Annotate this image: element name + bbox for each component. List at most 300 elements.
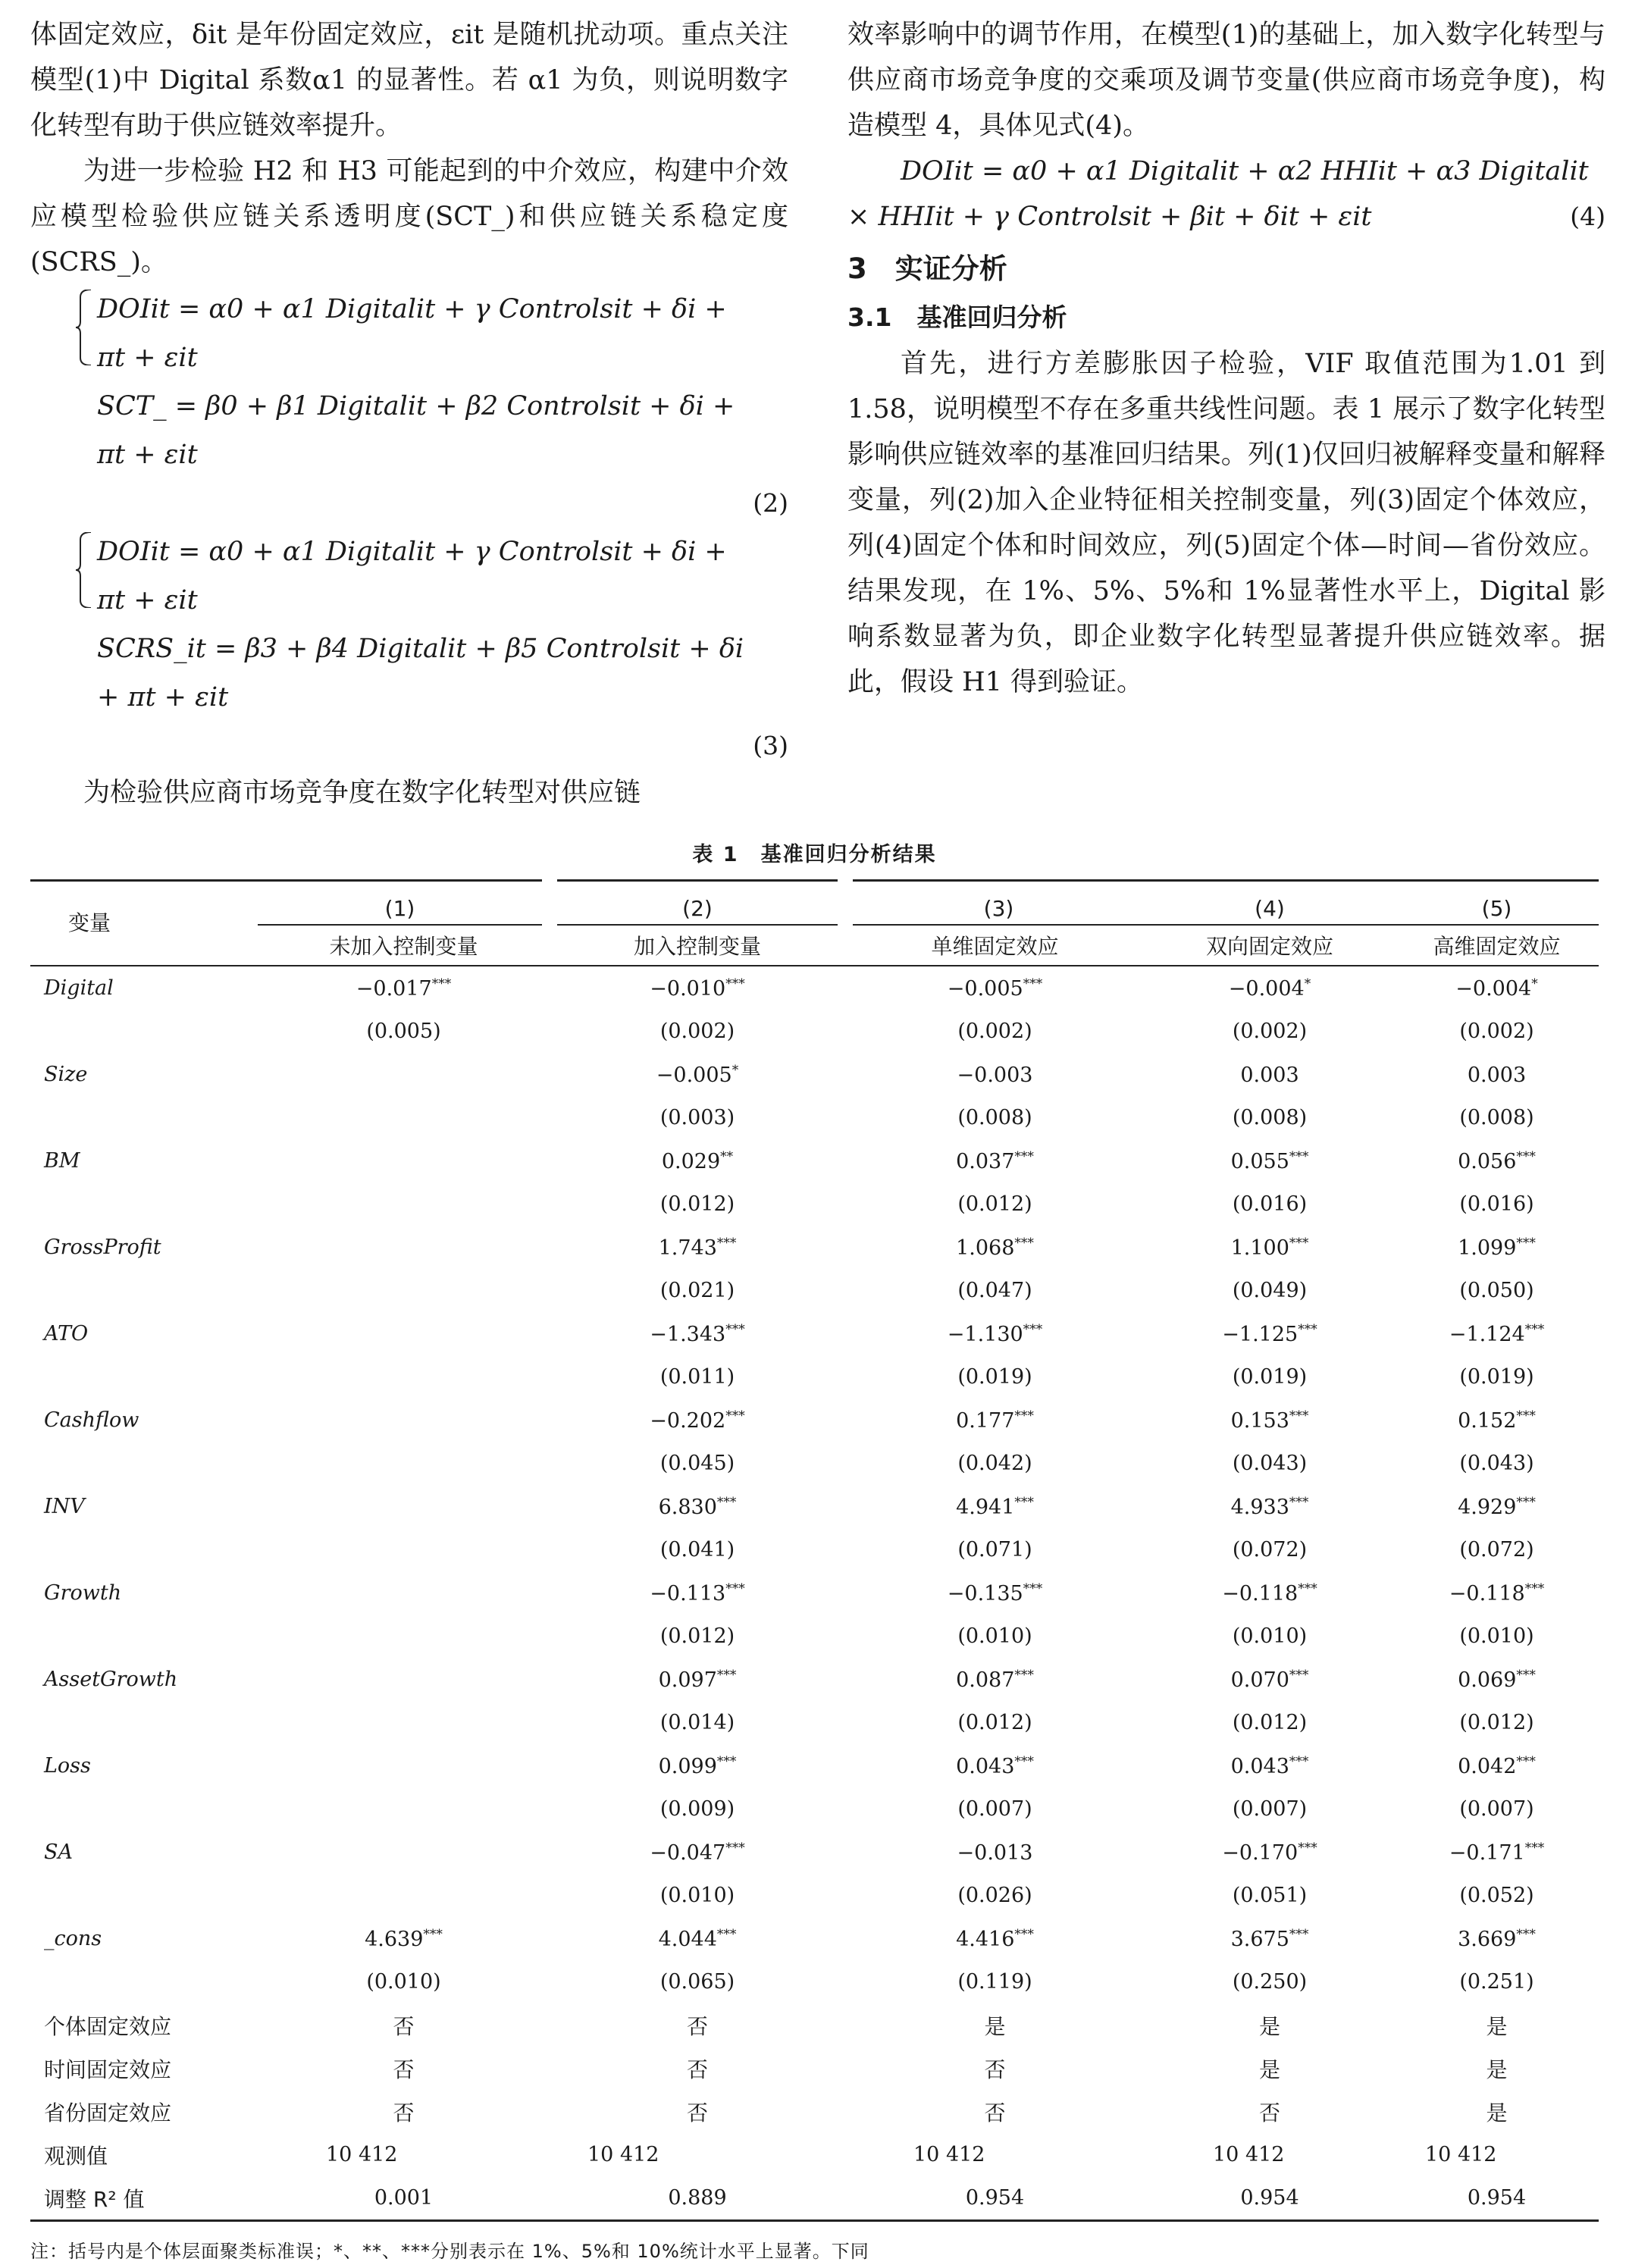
coefficient-value: 0.097	[658, 1668, 717, 1692]
observations-value: 10 412	[1213, 2143, 1285, 2166]
coefficient-cell	[1145, 1658, 1395, 1701]
significance-stars: ***	[725, 976, 745, 991]
coefficient-value: 4.933	[1230, 1495, 1289, 1519]
coefficient-value: −0.118	[1222, 1581, 1299, 1605]
table-row	[30, 1701, 1599, 1744]
standard-error-cell: (0.041)	[659, 1538, 735, 1562]
empty-cell	[30, 1269, 258, 1312]
standard-error-cell: (0.010)	[957, 1624, 1032, 1648]
fixed-effect-value: 是	[1486, 2057, 1508, 2082]
column-number: (2)	[550, 881, 845, 926]
r-squared-value: 0.001	[374, 2186, 434, 2210]
empty-cell	[30, 1096, 258, 1139]
standard-error-cell: (0.012)	[659, 1624, 735, 1648]
coefficient-cell	[1395, 1139, 1599, 1183]
standard-error-cell: (0.010)	[659, 1884, 735, 1907]
variable-header: 变量	[68, 910, 111, 935]
significance-stars: ***	[1289, 1408, 1309, 1424]
coefficient-cell	[1395, 1226, 1599, 1269]
coefficient-value: 1.743	[658, 1236, 717, 1260]
standard-error-cell: (0.072)	[1459, 1538, 1534, 1562]
brace-icon	[76, 532, 92, 608]
fixed-effect-value: 是	[1258, 2057, 1280, 2082]
standard-error-cell	[258, 1183, 550, 1226]
standard-error-cell: (0.065)	[659, 1970, 735, 1994]
coefficient-cell	[550, 1571, 845, 1615]
coefficient-value: 0.042	[1458, 1754, 1517, 1778]
coefficient-cell	[1145, 1744, 1395, 1787]
coefficient-cell	[1395, 1399, 1599, 1442]
significance-stars: ***	[1014, 1148, 1034, 1164]
significance-stars: **	[720, 1148, 734, 1164]
fixed-effect-row	[30, 2003, 1599, 2047]
significance-stars: ***	[1516, 1753, 1536, 1769]
standard-error-cell	[258, 1442, 550, 1485]
significance-stars: ***	[431, 976, 452, 991]
coefficient-cell	[1395, 1053, 1599, 1096]
table-row	[30, 1874, 1599, 1917]
coefficient-cell	[258, 966, 550, 1010]
significance-stars: ***	[1289, 1235, 1309, 1251]
coefficient-value: −0.118	[1449, 1581, 1525, 1605]
significance-stars: ***	[1298, 1321, 1317, 1337]
coefficient-cell	[258, 1917, 550, 1960]
significance-stars: ***	[1014, 1926, 1034, 1942]
standard-error-cell: (0.012)	[1232, 1711, 1308, 1734]
coefficient-cell	[1145, 1312, 1395, 1355]
fixed-effect-row	[30, 2090, 1599, 2133]
variable-name: Loss	[44, 1754, 91, 1778]
standard-error-cell	[258, 1874, 550, 1917]
column-label: 高维固定效应	[1433, 934, 1561, 959]
standard-error-cell: (0.016)	[1232, 1192, 1308, 1216]
empty-cell	[30, 1010, 258, 1053]
table-row	[30, 1053, 1599, 1096]
standard-error-cell: (0.050)	[1459, 1279, 1534, 1302]
coefficient-cell	[1145, 966, 1395, 1010]
significance-stars: ***	[1516, 1148, 1536, 1164]
significance-stars: ***	[423, 1926, 443, 1942]
table-row	[30, 1226, 1599, 1269]
coefficient-cell	[258, 1658, 550, 1701]
coefficient-value: 4.044	[658, 1927, 717, 1951]
regression-table	[30, 879, 1599, 2222]
significance-stars: *	[731, 1062, 739, 1078]
standard-error-cell: (0.045)	[659, 1452, 735, 1475]
coefficient-cell	[550, 1658, 845, 1701]
coefficient-cell	[258, 1226, 550, 1269]
brace-icon	[76, 290, 92, 365]
coefficient-cell	[1395, 1485, 1599, 1528]
coefficient-value: −0.135	[947, 1581, 1023, 1605]
coefficient-value: 1.099	[1458, 1236, 1517, 1260]
variable-name: Growth	[44, 1581, 122, 1605]
coefficient-value: −1.125	[1222, 1322, 1299, 1346]
coefficient-value: −0.171	[1449, 1840, 1525, 1865]
right-column	[847, 12, 1606, 705]
significance-stars: ***	[1516, 1408, 1536, 1424]
standard-error-cell: (0.003)	[659, 1106, 735, 1129]
column-label: 未加入控制变量	[329, 934, 478, 959]
table-row	[30, 1183, 1599, 1226]
coefficient-cell	[845, 1312, 1145, 1355]
fixed-effect-value: 否	[686, 2013, 708, 2039]
variable-name: Cashflow	[44, 1408, 139, 1432]
empty-cell	[30, 1787, 258, 1831]
table-row	[30, 1399, 1599, 1442]
standard-error-cell: (0.071)	[957, 1538, 1032, 1562]
significance-stars: ***	[1289, 1148, 1309, 1164]
standard-error-cell: (0.012)	[957, 1192, 1032, 1216]
coefficient-value: −0.013	[957, 1840, 1033, 1865]
coefficient-cell	[1395, 1744, 1599, 1787]
standard-error-cell: (0.002)	[659, 1020, 735, 1043]
coefficient-value: −0.003	[957, 1063, 1033, 1087]
standard-error-cell: (0.042)	[957, 1452, 1032, 1475]
fixed-effect-label: 个体固定效应	[44, 2013, 172, 2039]
coefficient-value: 1.100	[1230, 1236, 1289, 1260]
coefficient-cell	[1395, 1658, 1599, 1701]
fixed-effect-value: 否	[686, 2100, 708, 2125]
standard-error-cell: (0.250)	[1232, 1970, 1308, 1994]
coefficient-value: 0.069	[1458, 1668, 1517, 1692]
section-heading: 3 实证分析	[847, 252, 1007, 285]
empty-cell	[30, 1355, 258, 1399]
column-label: 单维固定效应	[931, 934, 1059, 959]
equation-3-line-2: πt + εit	[97, 585, 198, 616]
variable-name: Digital	[44, 976, 114, 1000]
significance-stars: ***	[725, 1840, 745, 1856]
empty-cell	[30, 1528, 258, 1571]
variable-name: _cons	[44, 1927, 102, 1950]
significance-stars: ***	[1014, 1667, 1034, 1683]
table-note: 注：括号内是个体层面聚类标准误；*、**、***分别表示在 1%、5%和 10%统计水平上显著。下同	[30, 2241, 869, 2262]
fixed-effect-value: 否	[393, 2057, 415, 2082]
table-row	[30, 1787, 1599, 1831]
r-squared-value: 0.954	[1467, 2186, 1527, 2210]
standard-error-cell: (0.008)	[1232, 1106, 1308, 1129]
standard-error-cell: (0.019)	[1459, 1365, 1534, 1389]
coefficient-cell	[550, 1399, 845, 1442]
fixed-effect-value: 是	[984, 2013, 1006, 2039]
table-row	[30, 1960, 1599, 2003]
standard-error-cell: (0.007)	[1232, 1797, 1308, 1821]
significance-stars: ***	[716, 1235, 737, 1251]
table-row	[30, 1831, 1599, 1874]
equation-2-line-4: πt + εit	[97, 440, 198, 470]
significance-stars: ***	[1023, 1580, 1043, 1596]
standard-error-cell	[258, 1701, 550, 1744]
standard-error-cell: (0.072)	[1232, 1538, 1308, 1562]
coefficient-value: 0.055	[1230, 1149, 1289, 1173]
fixed-effect-value: 是	[1486, 2013, 1508, 2039]
coefficient-cell	[845, 1744, 1145, 1787]
coefficient-cell	[1395, 1571, 1599, 1615]
observations-row	[30, 2133, 1599, 2176]
standard-error-cell: (0.010)	[366, 1970, 441, 1994]
significance-stars: ***	[1516, 1235, 1536, 1251]
coefficient-value: −0.004	[1228, 976, 1305, 1001]
significance-stars: ***	[1298, 1580, 1317, 1596]
coefficient-cell	[258, 1053, 550, 1096]
equation-3-line-4: + πt + εit	[97, 682, 229, 713]
significance-stars: ***	[716, 1926, 737, 1942]
variable-name: GrossProfit	[44, 1236, 161, 1259]
equation-3-line-3: SCRS_it = β3 + β4 Digitalit + β5 Controlsit + δi	[97, 634, 744, 664]
table-row	[30, 1528, 1599, 1571]
table-row	[30, 1571, 1599, 1615]
coefficient-cell	[845, 1571, 1145, 1615]
coefficient-value: −0.202	[650, 1408, 726, 1433]
significance-stars: ***	[1023, 1321, 1043, 1337]
r-squared-value: 0.954	[1240, 2186, 1299, 2210]
coefficient-value: −1.343	[650, 1322, 726, 1346]
standard-error-cell: (0.002)	[1232, 1020, 1308, 1043]
variable-name: Size	[44, 1063, 88, 1086]
variable-name: SA	[44, 1840, 73, 1864]
fixed-effect-value: 是	[1486, 2100, 1508, 2125]
coefficient-value: 0.087	[956, 1668, 1015, 1692]
coefficient-cell	[845, 1053, 1145, 1096]
equation-4-number: (4)	[1570, 202, 1606, 231]
observations-value: 10 412	[326, 2143, 398, 2166]
fixed-effect-value: 否	[393, 2100, 415, 2125]
significance-stars: ***	[1289, 1667, 1309, 1683]
left-paragraph-1: 体固定效应，δit 是年份固定效应，εit 是随机扰动项。重点关注模型(1)中 Digital 系数α1 的显著性。若 α1 为负，则说明数字化转型有助于供应链效率提升。	[30, 20, 788, 141]
standard-error-cell: (0.005)	[366, 1020, 441, 1043]
r-squared-value: 0.889	[668, 2186, 727, 2210]
coefficient-value: 0.043	[1230, 1754, 1289, 1778]
coefficient-cell	[845, 1485, 1145, 1528]
standard-error-cell	[258, 1787, 550, 1831]
r-squared-row	[30, 2176, 1599, 2221]
coefficient-value: −0.010	[650, 976, 726, 1001]
standard-error-cell: (0.007)	[1459, 1797, 1534, 1821]
subsection-heading: 3.1 基准回归分析	[847, 302, 1067, 332]
left-paragraph-2: 为进一步检验 H2 和 H3 可能起到的中介效应，构建中介效应模型检验供应链关系透明度(SCT_)和供应链关系稳定度(SCRS_)。	[30, 156, 788, 277]
fixed-effect-row	[30, 2047, 1599, 2090]
coefficient-cell	[258, 1485, 550, 1528]
equation-4-line-2-text: × HHIit + γ Controlsit + βit + δit + εit	[847, 202, 1372, 232]
coefficient-cell	[550, 1831, 845, 1874]
significance-stars: ***	[1516, 1926, 1536, 1942]
observations-value: 10 412	[1425, 2143, 1497, 2166]
coefficient-value: 6.830	[658, 1495, 717, 1519]
coefficient-cell	[845, 1831, 1145, 1874]
coefficient-cell	[550, 1312, 845, 1355]
coefficient-value: 0.070	[1230, 1668, 1289, 1692]
coefficient-cell	[845, 1399, 1145, 1442]
coefficient-value: −0.005	[656, 1063, 732, 1087]
empty-cell	[30, 1615, 258, 1658]
significance-stars: ***	[1023, 976, 1043, 991]
significance-stars: ***	[1014, 1408, 1034, 1424]
coefficient-cell	[1395, 1831, 1599, 1874]
standard-error-cell: (0.019)	[957, 1365, 1032, 1389]
coefficient-value: −0.113	[650, 1581, 726, 1605]
standard-error-cell: (0.016)	[1459, 1192, 1534, 1216]
coefficient-cell	[1145, 1831, 1395, 1874]
coefficient-value: 0.003	[1467, 1063, 1527, 1087]
coefficient-cell	[845, 966, 1145, 1010]
table-body	[30, 966, 1599, 2221]
equation-3-number: (3)	[753, 731, 788, 760]
coefficient-cell	[550, 1917, 845, 1960]
significance-stars: ***	[716, 1667, 737, 1683]
fixed-effect-value: 否	[686, 2057, 708, 2082]
coefficient-value: 3.669	[1458, 1927, 1517, 1951]
coefficient-cell	[258, 1139, 550, 1183]
coefficient-cell	[845, 1139, 1145, 1183]
table-row	[30, 1312, 1599, 1355]
empty-cell	[30, 1874, 258, 1917]
equation-3	[76, 528, 788, 722]
coefficient-value: 0.099	[658, 1754, 717, 1778]
coefficient-value: 4.941	[956, 1495, 1015, 1519]
column-label: 双向固定效应	[1205, 934, 1333, 959]
table-title: 表 1 基准回归分析结果	[692, 843, 937, 866]
table-row	[30, 1485, 1599, 1528]
significance-stars: ***	[716, 1494, 737, 1510]
observations-value: 10 412	[587, 2143, 659, 2166]
coefficient-value: −1.124	[1449, 1322, 1525, 1346]
standard-error-cell: (0.010)	[1459, 1624, 1534, 1648]
significance-stars: ***	[1516, 1494, 1536, 1510]
empty-cell	[30, 1442, 258, 1485]
coefficient-cell	[1145, 1226, 1395, 1269]
coefficient-cell	[845, 1226, 1145, 1269]
standard-error-cell	[258, 1096, 550, 1139]
variable-name: ATO	[44, 1322, 89, 1345]
standard-error-cell: (0.021)	[659, 1279, 735, 1302]
equation-3-line-1: DOIit = α0 + α1 Digitalit + γ Controlsit + δi +	[97, 537, 727, 567]
standard-error-cell: (0.012)	[1459, 1711, 1534, 1734]
significance-stars: ***	[1289, 1494, 1309, 1510]
coefficient-cell	[1145, 1917, 1395, 1960]
coefficient-value: 0.003	[1240, 1063, 1299, 1087]
fixed-effect-label: 时间固定效应	[44, 2057, 172, 2082]
left-column	[30, 12, 788, 816]
standard-error-cell: (0.047)	[957, 1279, 1032, 1302]
fixed-effect-value: 否	[1258, 2100, 1280, 2125]
significance-stars: ***	[725, 1408, 745, 1424]
standard-error-cell: (0.010)	[1232, 1624, 1308, 1648]
coefficient-cell	[258, 1831, 550, 1874]
significance-stars: *	[1531, 976, 1538, 991]
fixed-effect-label: 省份固定效应	[44, 2100, 172, 2125]
table-row	[30, 1615, 1599, 1658]
coefficient-cell	[845, 1658, 1145, 1701]
standard-error-cell: (0.251)	[1459, 1970, 1534, 1994]
standard-error-cell: (0.026)	[957, 1884, 1032, 1907]
table-row	[30, 1139, 1599, 1183]
standard-error-cell	[258, 1528, 550, 1571]
coefficient-cell	[550, 1139, 845, 1183]
standard-error-cell: (0.007)	[957, 1797, 1032, 1821]
significance-stars: ***	[725, 1321, 745, 1337]
coefficient-cell	[550, 1744, 845, 1787]
coefficient-value: 0.029	[661, 1149, 721, 1173]
equation-2-line-3: SCT_ = β0 + β1 Digitalit + β2 Controlsit + δi +	[97, 391, 735, 421]
coefficient-cell	[1145, 1053, 1395, 1096]
fixed-effect-value: 否	[393, 2013, 415, 2039]
standard-error-cell	[258, 1355, 550, 1399]
standard-error-cell: (0.002)	[1459, 1020, 1534, 1043]
table-row	[30, 1010, 1599, 1053]
standard-error-cell: (0.008)	[1459, 1106, 1534, 1129]
significance-stars: ***	[1516, 1667, 1536, 1683]
significance-stars: ***	[1524, 1580, 1545, 1596]
table-row	[30, 1355, 1599, 1399]
equation-2-number: (2)	[753, 488, 788, 518]
equation-4-line-2	[847, 194, 1606, 240]
column-number: (3)	[845, 881, 1145, 926]
significance-stars: ***	[1298, 1840, 1317, 1856]
empty-cell	[30, 1960, 258, 2003]
coefficient-cell	[258, 1571, 550, 1615]
coefficient-value: −0.004	[1455, 976, 1532, 1001]
column-number: (5)	[1395, 881, 1599, 926]
significance-stars: *	[1304, 976, 1311, 991]
standard-error-cell: (0.014)	[659, 1711, 735, 1734]
right-paragraph-1: 效率影响中的调节作用，在模型(1)的基础上，加入数字化转型与供应商市场竞争度的交乘项及调节变量(供应商市场竞争度)，构造模型 4，具体见式(4)。	[847, 20, 1606, 141]
table-row	[30, 1744, 1599, 1787]
coefficient-cell	[550, 1226, 845, 1269]
variable-name: BM	[44, 1149, 80, 1173]
variable-name: INV	[44, 1495, 85, 1518]
column-label: 加入控制变量	[633, 934, 761, 959]
coefficient-value: 0.152	[1458, 1408, 1517, 1433]
table-row	[30, 1917, 1599, 1960]
coefficient-value: 4.639	[365, 1927, 424, 1951]
standard-error-cell	[258, 1269, 550, 1312]
standard-error-cell: (0.012)	[957, 1711, 1032, 1734]
significance-stars: ***	[1289, 1926, 1309, 1942]
coefficient-value: −0.170	[1222, 1840, 1299, 1865]
standard-error-cell: (0.008)	[957, 1106, 1032, 1129]
coefficient-value: 1.068	[956, 1236, 1015, 1260]
coefficient-value: 3.675	[1230, 1927, 1289, 1951]
significance-stars: ***	[1014, 1753, 1034, 1769]
coefficient-cell	[550, 1053, 845, 1096]
standard-error-cell: (0.002)	[957, 1020, 1032, 1043]
coefficient-cell	[258, 1744, 550, 1787]
fixed-effect-value: 是	[1258, 2013, 1280, 2039]
variable-name: AssetGrowth	[44, 1668, 178, 1691]
standard-error-cell: (0.049)	[1232, 1279, 1308, 1302]
column-number: (1)	[258, 881, 550, 926]
significance-stars: ***	[1014, 1494, 1034, 1510]
standard-error-cell: (0.051)	[1232, 1884, 1308, 1907]
coefficient-value: 0.177	[956, 1408, 1015, 1433]
standard-error-cell: (0.011)	[659, 1365, 735, 1389]
equation-2	[76, 285, 788, 479]
standard-error-cell: (0.043)	[1232, 1452, 1308, 1475]
observations-label: 观测值	[44, 2143, 108, 2169]
coefficient-cell	[258, 1399, 550, 1442]
standard-error-cell: (0.119)	[957, 1970, 1032, 1994]
empty-cell	[30, 1183, 258, 1226]
fixed-effect-value: 否	[984, 2100, 1006, 2125]
coefficient-cell	[550, 966, 845, 1010]
standard-error-cell: (0.043)	[1459, 1452, 1534, 1475]
empty-cell	[30, 1701, 258, 1744]
coefficient-cell	[1395, 1917, 1599, 1960]
coefficient-value: 4.416	[956, 1927, 1015, 1951]
coefficient-cell	[1145, 1139, 1395, 1183]
coefficient-cell	[845, 1917, 1145, 1960]
significance-stars: ***	[1524, 1321, 1545, 1337]
